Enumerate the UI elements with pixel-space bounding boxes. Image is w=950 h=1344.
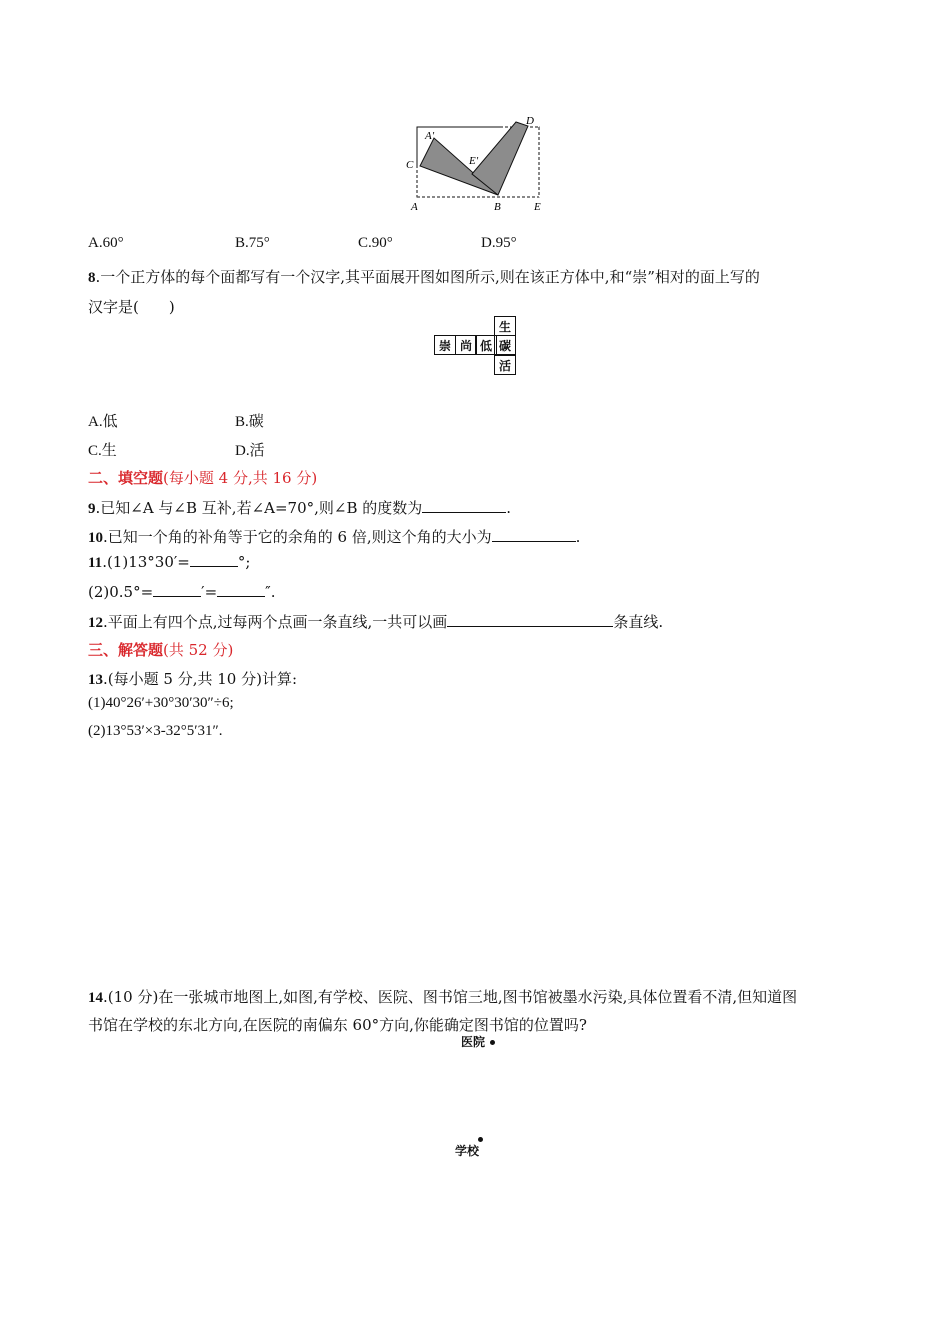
section2-heading bbox=[88, 467, 317, 488]
q12-number: 12 bbox=[88, 615, 103, 631]
q14-text1: .(10 分)在一张城市地图上,如图,有学校、医院、图书馆三地,图书馆被墨水污染,具体位置看不清,但知道图 bbox=[103, 988, 798, 1006]
q13-number: 13 bbox=[88, 672, 103, 688]
section3-title: 三、解答题 bbox=[88, 641, 164, 659]
q11-number: 11 bbox=[88, 555, 103, 571]
q9-answer-blank[interactable] bbox=[422, 498, 506, 513]
label-c: C bbox=[406, 159, 414, 171]
q11-part2-mid: ′= bbox=[201, 583, 218, 601]
section2-title: 二、填空题 bbox=[88, 469, 164, 487]
q11-part1-blank[interactable] bbox=[190, 552, 238, 567]
q9 bbox=[88, 497, 511, 518]
fold-figure bbox=[400, 110, 560, 215]
q13-part2: (2)13°53′×3-32°5′31″. bbox=[88, 723, 223, 739]
q10-answer-blank[interactable] bbox=[492, 527, 576, 542]
q8-option-d: D.活 bbox=[235, 443, 265, 459]
q14-number: 14 bbox=[88, 990, 103, 1006]
net-cell-sheng: 生 bbox=[494, 316, 516, 336]
q9-number: 9 bbox=[88, 501, 96, 517]
q10 bbox=[88, 526, 580, 547]
q9-text: .已知∠A 与∠B 互补,若∠A=70°,则∠B 的度数为 bbox=[95, 499, 423, 517]
section3-heading bbox=[88, 639, 233, 660]
q13 bbox=[88, 668, 297, 689]
net-cell-di: 低 bbox=[475, 335, 497, 355]
q7-option-b: B.75° bbox=[235, 235, 270, 251]
q11-part1-end: °; bbox=[237, 553, 251, 571]
hospital-point bbox=[490, 1040, 495, 1045]
q14-line2: 书馆在学校的东北方向,在医院的南偏东 60°方向,你能确定图书馆的位置吗? bbox=[88, 1016, 587, 1034]
hospital-label: 医院 bbox=[461, 1035, 486, 1049]
net-cell-shang: 尚 bbox=[455, 335, 477, 355]
q11-part2-end: ″. bbox=[265, 583, 276, 601]
q13-text: .(每小题 5 分,共 10 分)计算: bbox=[103, 670, 297, 688]
net-cell-chong: 崇 bbox=[434, 335, 456, 355]
q8-line2: 汉字是( ) bbox=[88, 298, 175, 316]
q11-part2-blank1[interactable] bbox=[153, 582, 201, 597]
q8-option-c: C.生 bbox=[88, 443, 117, 459]
q14-line1 bbox=[88, 986, 797, 1007]
q11-part2 bbox=[88, 582, 276, 601]
q8-option-b: B.碳 bbox=[235, 414, 264, 430]
q8-number: 8 bbox=[88, 270, 96, 286]
q12-answer-blank[interactable] bbox=[447, 612, 613, 627]
q8-text1: .一个正方体的每个面都写有一个汉字,其平面展开图如图所示,则在该正方体中,和“崇”相对的面上写的 bbox=[95, 268, 760, 286]
q12-end: 条直线. bbox=[613, 613, 664, 631]
q7-option-a: A.60° bbox=[88, 235, 124, 251]
q10-end: . bbox=[575, 528, 581, 546]
net-cell-huo: 活 bbox=[494, 355, 516, 375]
q8-option-a: A.低 bbox=[88, 414, 118, 430]
net-cell-tan: 碳 bbox=[494, 335, 516, 355]
section3-note: (共 52 分) bbox=[163, 641, 234, 659]
label-a: A bbox=[411, 201, 418, 213]
q12-text: .平面上有四个点,过每两个点画一条直线,一共可以画 bbox=[103, 613, 448, 631]
q11-part1 bbox=[88, 552, 250, 572]
label-e-prime: E′ bbox=[469, 155, 479, 167]
q7-option-c: C.90° bbox=[358, 235, 393, 251]
q10-text: .已知一个角的补角等于它的余角的 6 倍,则这个角的大小为 bbox=[103, 528, 492, 546]
q10-number: 10 bbox=[88, 530, 103, 546]
school-point bbox=[478, 1137, 483, 1142]
q8-line1 bbox=[88, 266, 760, 287]
q13-part1: (1)40°26′+30°30′30″÷6; bbox=[88, 695, 234, 711]
q11-part1-text: .(1)13°30′= bbox=[102, 553, 190, 571]
label-e: E bbox=[534, 201, 541, 213]
q9-end: . bbox=[506, 499, 512, 517]
label-b: B bbox=[494, 201, 501, 213]
label-a-prime: A′ bbox=[425, 130, 435, 142]
q11-part2-blank2[interactable] bbox=[217, 582, 265, 597]
q11-part2-text: (2)0.5°= bbox=[88, 583, 154, 601]
school-label: 学校 bbox=[455, 1144, 480, 1158]
label-d: D bbox=[526, 115, 534, 127]
q7-option-d: D.95° bbox=[481, 235, 517, 251]
q12 bbox=[88, 611, 663, 632]
section2-note: (每小题 4 分,共 16 分) bbox=[163, 469, 318, 487]
